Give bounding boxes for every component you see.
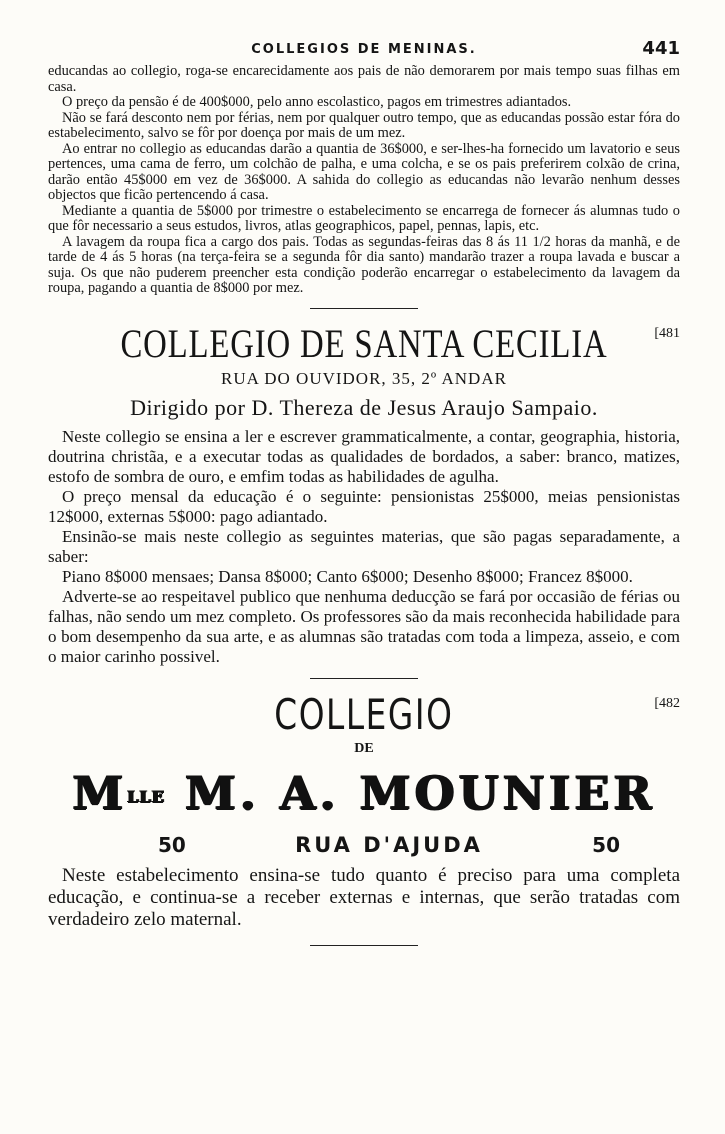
paragraph: Não se fará desconto nem por férias, nem por qualquer outro tempo, que as educandas possão estar fóra do estabelecimento, salvo se fôr por doença por mais de um mez. <box>48 109 680 141</box>
divider <box>310 945 418 946</box>
book-page <box>48 40 680 957</box>
previous-advert-text <box>48 64 680 297</box>
street-name: RUA D'AJUDA <box>295 832 483 857</box>
advert-body <box>48 427 680 667</box>
advert-mounier <box>48 690 680 931</box>
paragraph: educandas ao collegio, roga-se encarecidamente aos pais de não demorarem por mais tempo suas filhas em casa. <box>48 63 680 95</box>
advert-title-row <box>48 320 680 367</box>
paragraph: Piano 8$000 mensaes; Dansa 8$000; Canto 6$000; Desenho 8$000; Francez 8$000. <box>62 566 633 586</box>
page-header <box>48 40 680 64</box>
advert-title: COLLEGIO <box>274 689 454 739</box>
advert-title-row <box>48 690 680 739</box>
divider <box>310 308 418 309</box>
paragraph: O preço mensal da educação é o seguinte: pensionistas 25$000, meias pensionistas 12$000, externas 5$000: pago adiantado. <box>48 486 680 526</box>
paragraph: A lavagem da roupa fica a cargo dos pais. Todas as segundas-feiras das 8 ás 11 1/2 horas da manhã, e de tarde de 4 ás 5 horas (na terça-feira se a segunda fôr dia santo) mandarão trazer a roupa lavada e buscar a suja. Os que não puderem preencher esta condição poderão encarregar o estabelecimento da lavagem da roupa, pagando a quantia de 8$000 por mez. <box>48 233 680 296</box>
advert-owner-name <box>48 767 680 819</box>
paragraph: O preço da pensão é de 400$000, pelo anno escolastico, pagos em trimestres adiantados. <box>62 94 572 110</box>
street-number: 50 <box>158 832 186 857</box>
name-prefix: M <box>72 765 128 820</box>
name-rest: M. A. MOUNIER <box>185 765 656 820</box>
paragraph: Neste estabelecimento ensina-se tudo quanto é preciso para uma completa educação, e continua-se a receber externas e internas, que serão tratadas com verdadeiro zelo maternal. <box>48 864 680 930</box>
advert-address: RUA DO OUVIDOR, 35, 2º ANDAR <box>221 368 507 388</box>
paragraph: Ao entrar no collegio as educandas darão a quantia de 36$000, e ser-lhes-ha fornecido um lavatorio e seus pertences, uma cama de ferro, um colchão de palha, e uma colcha, e se os pais preferirem colxão de crina, darão então 45$000 em vez de 36$000. A sahida do collegio as educandas não levarão nenhum desses objectos que ficão pertencendo á casa. <box>48 140 680 203</box>
street-number: 50 <box>592 832 620 857</box>
advert-number: [481 <box>654 325 680 341</box>
advert-number: [482 <box>654 695 680 711</box>
advert-santa-cecilia <box>48 320 680 667</box>
paragraph: Mediante a quantia de 5$000 por trimestre o estabelecimento se encarrega de fornecer ás alumnas tudo o que fôr necessario a seus estudos, livros, atlas geographicos, papel, pennas, lapis, etc. <box>48 202 680 234</box>
divider <box>310 678 418 679</box>
name-superscript: LLE <box>127 786 165 806</box>
advert-title: COLLEGIO DE SANTA CECILIA <box>120 320 608 366</box>
advert-director: Dirigido por D. Thereza de Jesus Araujo Sampaio. <box>130 394 598 420</box>
advert-de: DE <box>354 740 374 756</box>
running-title: COLLEGIOS DE MENINAS. <box>251 42 477 57</box>
advert-address <box>158 833 620 857</box>
advert-body <box>48 865 680 931</box>
paragraph: Adverte-se ao respeitavel publico que nenhuma deducção se fará por occasião de férias ou falhas, não sendo um mez completo. Os professores são da mais reconhecida habilidade para o bom desempenho da sua arte, e as alumnas são tratadas com toda a limpeza, asseio, e com o maior carinho possivel. <box>48 586 680 666</box>
paragraph: Ensinão-se mais neste collegio as seguintes materias, que são pagas separadamente, a saber: <box>48 526 680 566</box>
page-number: 441 <box>642 38 680 59</box>
paragraph: Neste collegio se ensina a ler e escrever grammaticalmente, a contar, geographia, historia, doutrina christãa, e a executar todas as qualidades de bordados, a saber: branco, matizes, estofo de sombra de ouro, e emfim todas as habilidades de agulha. <box>48 426 680 486</box>
